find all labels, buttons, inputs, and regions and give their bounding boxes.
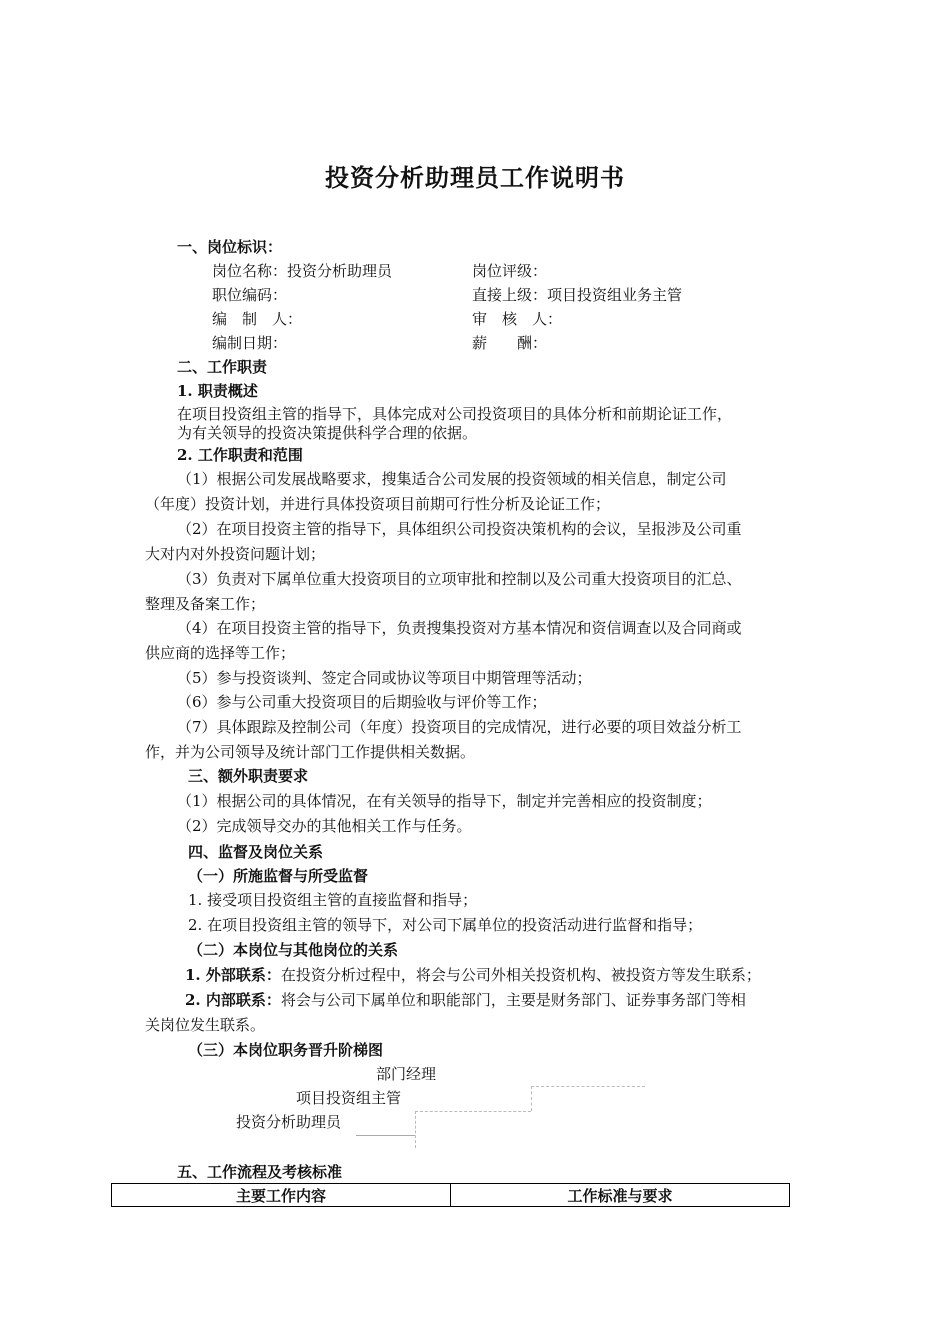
- ladder-step-top: 部门经理: [376, 1065, 437, 1083]
- supervision-item: 1. 接受项目投资组主管的直接监督和指导；: [188, 891, 478, 909]
- internal-contact-label: 2. 内部联系：: [185, 991, 281, 1009]
- duty-line: （6）参与公司重大投资项目的后期验收与评价等工作；: [177, 693, 547, 711]
- section5-heading: 五、工作流程及考核标准: [177, 1163, 343, 1181]
- overview-line-1: 在项目投资组主管的指导下，具体完成对公司投资项目的具体分析和前期论证工作，: [177, 405, 733, 423]
- section2-heading: 二、工作职责: [177, 358, 268, 376]
- ladder-line: [415, 1111, 416, 1148]
- section2-sub2: 2. 工作职责和范围: [177, 446, 303, 464]
- table-header-row: [112, 1184, 790, 1207]
- duty-line: （2）在项目投资主管的指导下，具体组织公司投资决策机构的会议，呈报涉及公司重: [177, 520, 742, 538]
- section4-heading: 四、监督及岗位关系: [188, 843, 324, 861]
- duty-line: 供应商的选择等工作；: [145, 644, 296, 662]
- section4-sub2: （二）本岗位与其他岗位的关系: [188, 941, 399, 959]
- field-reviewer: 审 核 人：: [472, 310, 563, 328]
- section1-heading: 一、岗位标识：: [177, 238, 283, 256]
- internal-contact-cont: 关岗位发生联系。: [145, 1016, 266, 1034]
- field-position-code: 职位编码：: [212, 286, 288, 304]
- ladder-line: [531, 1086, 532, 1111]
- duty-line: （1）根据公司发展战略要求，搜集适合公司发展的投资领域的相关信息，制定公司: [177, 470, 727, 488]
- ladder-line: [356, 1135, 415, 1136]
- section3-heading: 三、额外职责要求: [188, 767, 309, 785]
- duty-line: （3）负责对下属单位重大投资项目的立项审批和控制以及公司重大投资项目的汇总、: [177, 570, 742, 588]
- duty-line: （5）参与投资谈判、签定合同或协议等项目中期管理等活动；: [177, 669, 592, 687]
- extra-duty-item: （2）完成领导交办的其他相关工作与任务。: [177, 817, 472, 835]
- field-superior: 直接上级：项目投资组业务主管: [472, 286, 683, 304]
- ladder-line: [415, 1111, 531, 1112]
- duty-line: （4）在项目投资主管的指导下，负责搜集投资对方基本情况和资信调查以及合同商或: [177, 619, 742, 637]
- field-position-name: 岗位名称：投资分析助理员: [212, 262, 393, 280]
- duty-line: 作，并为公司领导及统计部门工作提供相关数据。: [145, 743, 476, 761]
- field-author: 编 制 人：: [212, 310, 303, 328]
- field-salary: 薪 酬：: [472, 334, 548, 352]
- standards-table: [111, 1183, 790, 1207]
- field-date: 编制日期：: [212, 334, 288, 352]
- external-contact-label: 1. 外部联系：: [185, 966, 281, 984]
- internal-contact: [185, 988, 746, 1012]
- duty-line: 整理及备案工作；: [145, 595, 266, 613]
- overview-line-2: 为有关领导的投资决策提供科学合理的依据。: [177, 424, 478, 442]
- field-grade: 岗位评级：: [472, 262, 548, 280]
- duty-line: （年度）投资计划，并进行具体投资项目前期可行性分析及论证工作；: [145, 495, 611, 513]
- table-header-cell: 主要工作内容: [112, 1184, 451, 1207]
- supervision-item: 2. 在项目投资组主管的领导下，对公司下属单位的投资活动进行监督和指导；: [188, 916, 703, 934]
- external-contact: [185, 963, 761, 987]
- duty-line: 大对内对外投资问题计划；: [145, 545, 326, 563]
- section4-sub1: （一）所施监督与所受监督: [188, 867, 369, 885]
- ladder-line: [531, 1086, 645, 1087]
- section2-sub1: 1. 职责概述: [177, 382, 258, 400]
- ladder-step-base: 投资分析助理员: [236, 1113, 342, 1131]
- duty-line: （7）具体跟踪及控制公司（年度）投资项目的完成情况，进行必要的项目效益分析工: [177, 718, 742, 736]
- ladder-step-mid: 项目投资组主管: [296, 1089, 402, 1107]
- extra-duty-item: （1）根据公司的具体情况，在有关领导的指导下，制定并完善相应的投资制度；: [177, 792, 712, 810]
- internal-contact-text: 将会与公司下属单位和职能部门，主要是财务部门、证券事务部门等相: [280, 991, 746, 1009]
- section4-sub3: （三）本岗位职务晋升阶梯图: [188, 1041, 384, 1059]
- external-contact-text: 在投资分析过程中，将会与公司外相关投资机构、被投资方等发生联系；: [280, 966, 761, 984]
- page-title: 投资分析助理员工作说明书: [325, 163, 625, 192]
- table-header-cell: 工作标准与要求: [451, 1184, 790, 1207]
